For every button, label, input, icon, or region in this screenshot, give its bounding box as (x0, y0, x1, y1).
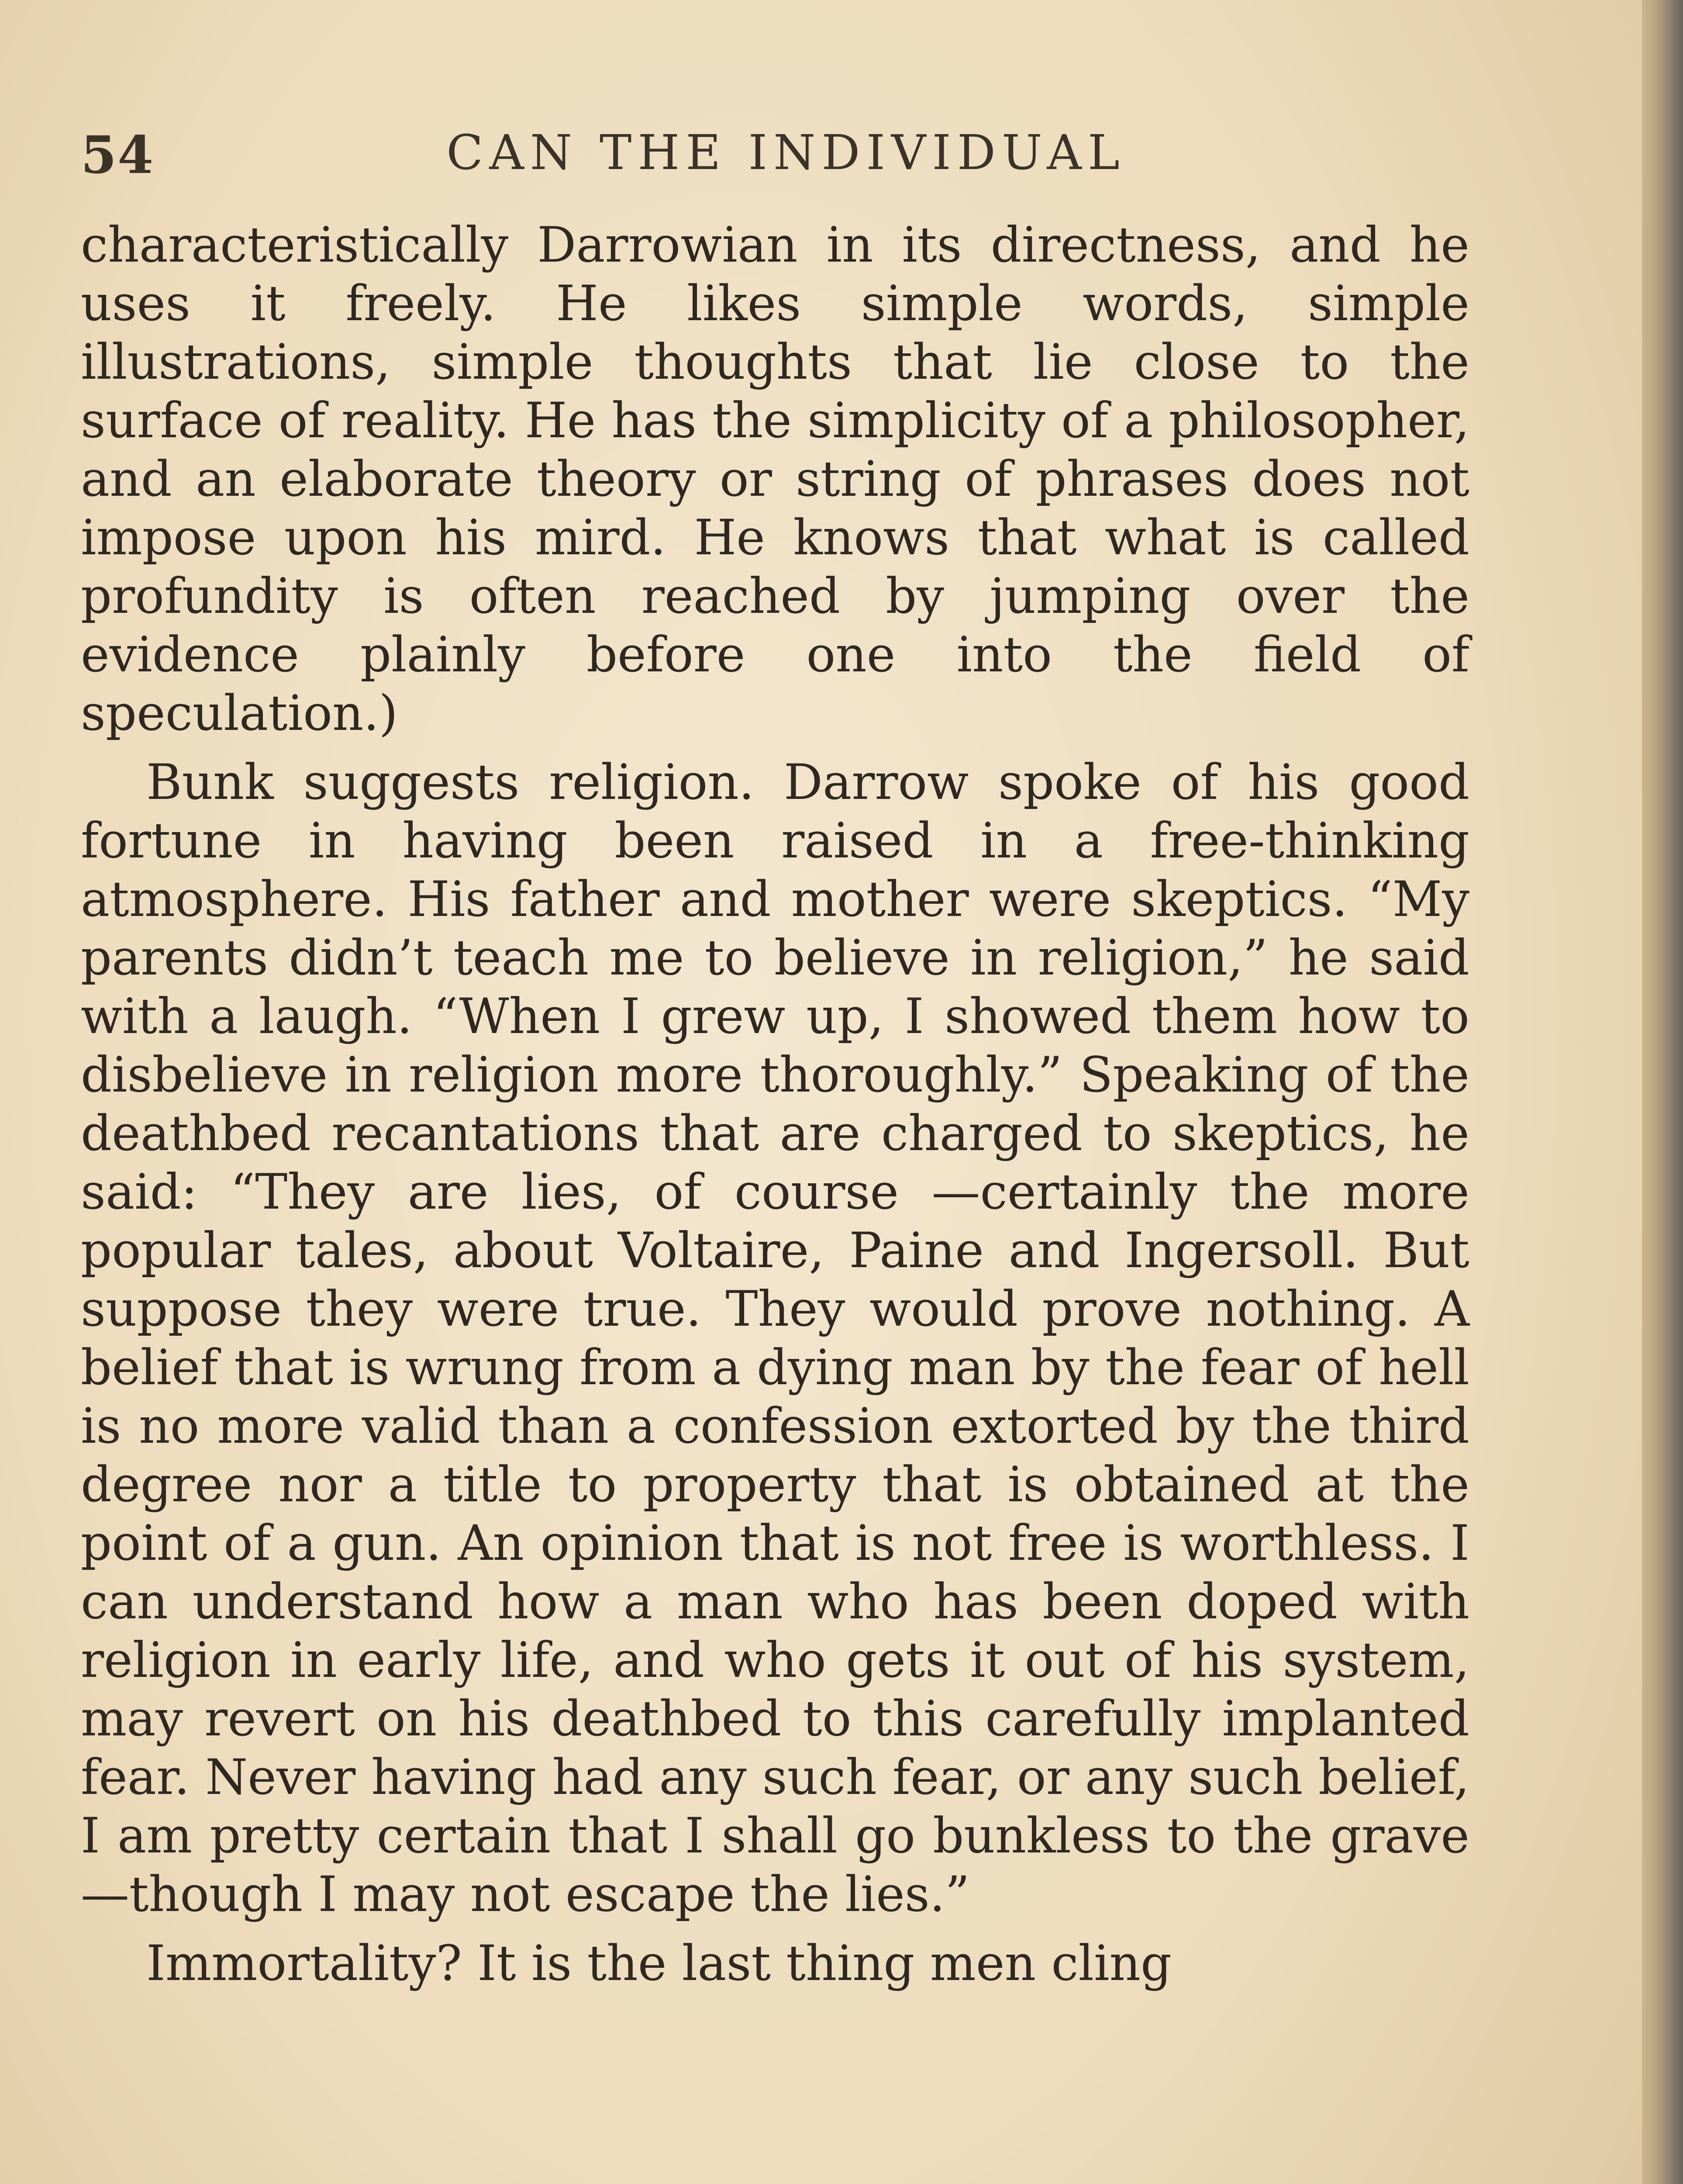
paragraph-continued: characteristically Darrowian in its directness, and he uses it freely. He likes simple words, simple illustrations, simple thoughts that lie close to the surface of reality. He has the simplicity of a philosopher, and an elaborate theory or string of phrases does not impose upon his mird. He knows that what is called profundity is often reached by jumping over the evidence plainly before one into the field of speculation.) (81, 217, 1469, 742)
paragraph-immortality: Immortality? It is the last thing men cling (146, 1935, 1172, 1992)
paragraph-religion: Bunk suggests religion. Darrow spoke of his good fortune in having been raised in a free-thinking atmosphere. His father and mother were skeptics. “My parents didn’t teach me to believe in religion,” he said with a laugh. “When I grew up, I showed them how to disbelieve in religion more thoroughly.” Speaking of the deathbed recantations that are charged to skeptics, he said: “They are lies, of course —certainly the more popular tales, about Voltaire, Paine and Ingersoll. But suppose they were true. They would prove nothing. A belief that is wrung from a dying man by the fear of hell is no more valid than a confession extorted by the third degree nor a title to property that is obtained at the point of a gun. An opinion that is not free is worthless. I can understand how a man who has been doped with religion in early life, and who gets it out of his system, may revert on his deathbed to this carefully implanted fear. Never having had any such fear, or any such belief, I am pretty certain that I shall go bunkless to the grave—though I may not escape the lies.” (81, 754, 1469, 1923)
page-number: 54 (81, 124, 155, 185)
book-title: CAN THE INDIVIDUAL (446, 124, 1126, 180)
page-edge-shadow (1642, 0, 1683, 2184)
running-head (81, 124, 1491, 190)
body-text (81, 216, 1469, 1993)
